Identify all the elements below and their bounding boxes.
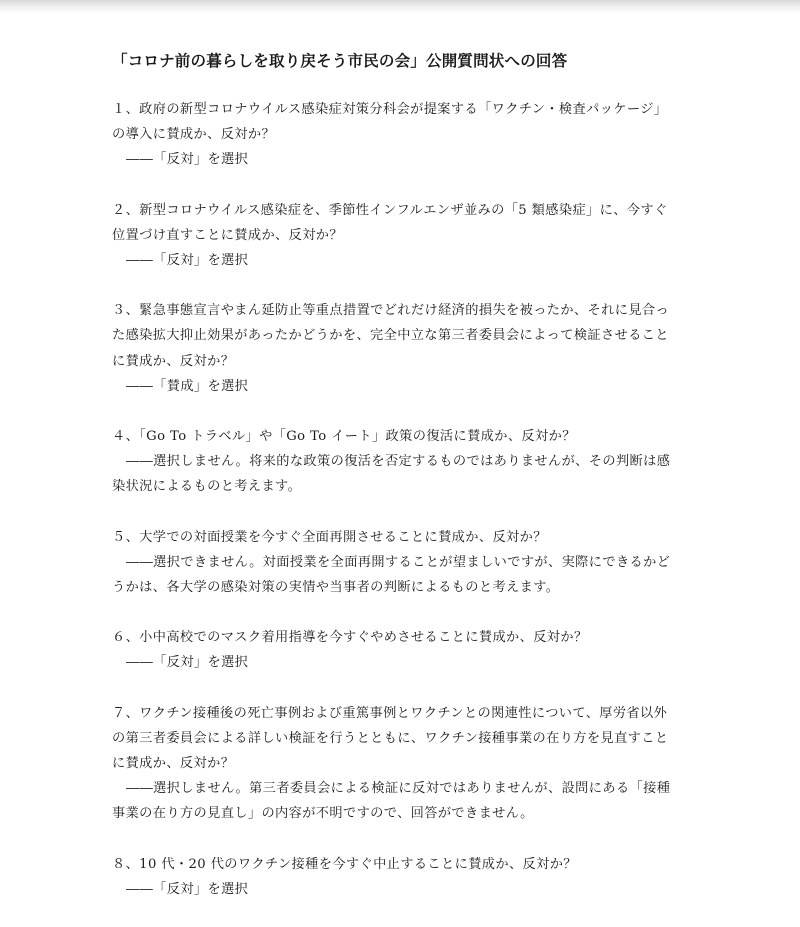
qa-item-6 bbox=[112, 625, 680, 675]
qa-item-7 bbox=[112, 701, 680, 827]
answer-8: ――「反対」を選択 bbox=[126, 881, 249, 897]
question-7: ７、ワクチン接種後の死亡事例および重篤事例とワクチンとの関連性について、厚労省以外の第三者委員会による詳しい検証を行うとともに、ワクチン接種事業の在り方を見直すことに賛成か、反対か？ bbox=[112, 705, 669, 772]
document-page bbox=[112, 50, 680, 927]
qa-item-8 bbox=[112, 852, 680, 902]
qa-item-5 bbox=[112, 525, 680, 601]
document-title: 「コロナ前の暮らしを取り戻そう市民の会」公開質問状への回答 bbox=[112, 52, 568, 70]
answer-6: ――「反対」を選択 bbox=[126, 655, 249, 671]
question-2: ２、新型コロナウイルス感染症を、季節性インフルエンザ並みの「5 類感染症」に、今すぐ位置づけ直すことに賛成か、反対か？ bbox=[112, 202, 668, 243]
answer-4: ――選択しません。将来的な政策の復活を否定するものではありませんが、その判断は感染状況によるものと考えます。 bbox=[112, 454, 671, 495]
answer-2: ――「反対」を選択 bbox=[126, 253, 249, 269]
question-8: ８、10 代・20 代のワクチン接種を今すぐ中止することに賛成か、反対か？ bbox=[112, 856, 577, 872]
viewer-top-shadow bbox=[0, 0, 800, 14]
question-5: ５、大学での対面授業を今すぐ全面再開させることに賛成か、反対か？ bbox=[112, 529, 547, 545]
question-1: １、政府の新型コロナウイルス感染症対策分科会が提案する「ワクチン・検査パッケージ」の導入に賛成か、反対か？ bbox=[112, 102, 668, 143]
qa-item-3 bbox=[112, 298, 680, 399]
qa-item-2 bbox=[112, 198, 680, 274]
answer-5: ――選択できません。対面授業を全面再開することが望ましいですが、実際にできるかどうかは、各大学の感染対策の実情や当事者の判断によるものと考えます。 bbox=[112, 554, 671, 596]
answer-3: ――「賛成」を選択 bbox=[126, 378, 249, 394]
answer-1: ――「反対」を選択 bbox=[126, 152, 249, 168]
question-4: ４、「Go To トラベル」や「Go To イート」政策の復活に賛成か、反対か？ bbox=[112, 429, 576, 445]
qa-item-4 bbox=[112, 424, 680, 500]
answer-7: ――選択しません。第三者委員会による検証に反対ではありませんが、設問にある「接種事業の在り方の見直し」の内容が不明ですので、回答ができません。 bbox=[112, 781, 671, 822]
question-3: ３、緊急事態宣言やまん延防止等重点措置でどれだけ経済的損失を被ったか、それに見合った感染拡大抑止効果があったかどうかを、完全中立な第三者委員会によって検証させることに賛成か、反対か？ bbox=[112, 303, 670, 369]
qa-item-1 bbox=[112, 97, 680, 173]
question-6: ６、小中高校でのマスク着用指導を今すぐやめさせることに賛成か、反対か？ bbox=[112, 630, 588, 646]
